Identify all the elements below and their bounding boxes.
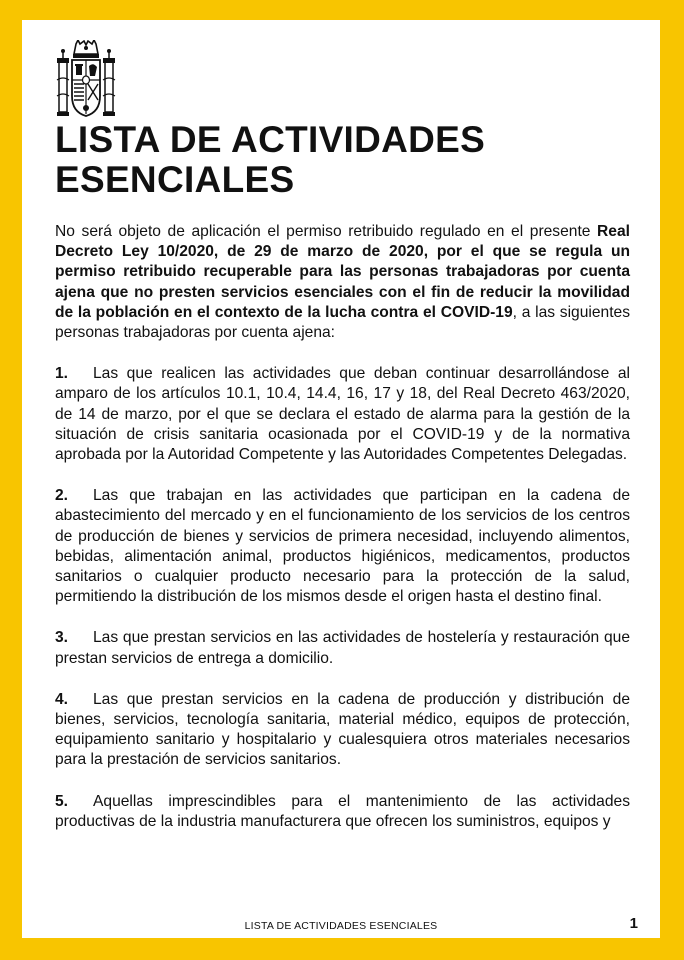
list-item-text: Aquellas imprescindibles para el mantenimiento de las actividades productivas de la industria manufacturera que ofrecen los suministros, equipos y — [55, 792, 630, 830]
document-page — [22, 20, 660, 938]
page-title: LISTA DE ACTIVIDADES ESENCIALES — [55, 119, 486, 200]
page-footer: LISTA DE ACTIVIDADES ESENCIALES — [244, 920, 438, 932]
list-item-number: 4. — [55, 690, 69, 708]
list-item-number: 3. — [55, 629, 69, 647]
list-item-text: Las que trabajan en las actividades que participan en la cadena de abastecimiento del mercado y en el funcionamiento de los servicios de los centros de producción de bienes y servicios de primera necesidad, incluyendo alimentos, bebidas, alimentación animal, productos higiénicos, medicamentos, productos sanitarios o cualquier producto necesario para la protección de la salud, permitiendo la distribución de los mismos desde el origen hasta el destino final. — [55, 487, 630, 606]
list-item — [55, 628, 630, 668]
list-item — [55, 364, 630, 465]
list-item — [55, 690, 630, 771]
intro-text: No será objeto de aplicación el permiso retribuido regulado en el presente — [55, 223, 598, 240]
list-item-text: Las que realicen las actividades que deban continuar desarrollándose al amparo de los artículos 10.1, 10.4, 14.4, 16, 17 y 18, del Real Decreto 463/2020, de 14 de marzo, por el que se declara el estado de alarma para la gestión de la situación de crisis sanitaria ocasionada por el COVID-19 y de la normativa aprobada por la Autoridad Competente y las Autoridades Competentes Delegadas. — [55, 365, 630, 464]
list-item-text: Las que prestan servicios en las actividades de hostelería y restauración que prestan servicios de entrega a domicilio. — [55, 629, 630, 667]
list-item-number: 5. — [55, 792, 69, 810]
intro-bold-text: Real Decreto Ley 10/2020, de 29 de marzo de 2020, por el que se regula un permiso retribuido recuperable para las personas trabajadoras por cuenta ajena que no presten servicios esenciales con el fin de reducir la movilidad de la población en el contexto de la lucha contra el COVID-19 — [55, 223, 630, 321]
list-item-number: 2. — [55, 487, 69, 505]
list-item-text: Las que prestan servicios en la cadena de producción y distribución de bienes, servicios, tecnología sanitaria, material médico, equipos de protección, equipamiento sanitario y hospitalario y cualesquiera otros materiales necesarios para la prestación de servicios sanitarios. — [55, 690, 630, 769]
list-item-number: 1. — [55, 365, 69, 383]
intro-paragraph — [55, 222, 630, 343]
intro-trailing-text: , a las siguientes personas trabajadoras por cuenta ajena: — [55, 303, 631, 342]
list-item — [55, 486, 630, 607]
list-item — [55, 792, 630, 832]
document-body — [55, 222, 630, 853]
page-number: 1 — [629, 915, 638, 932]
